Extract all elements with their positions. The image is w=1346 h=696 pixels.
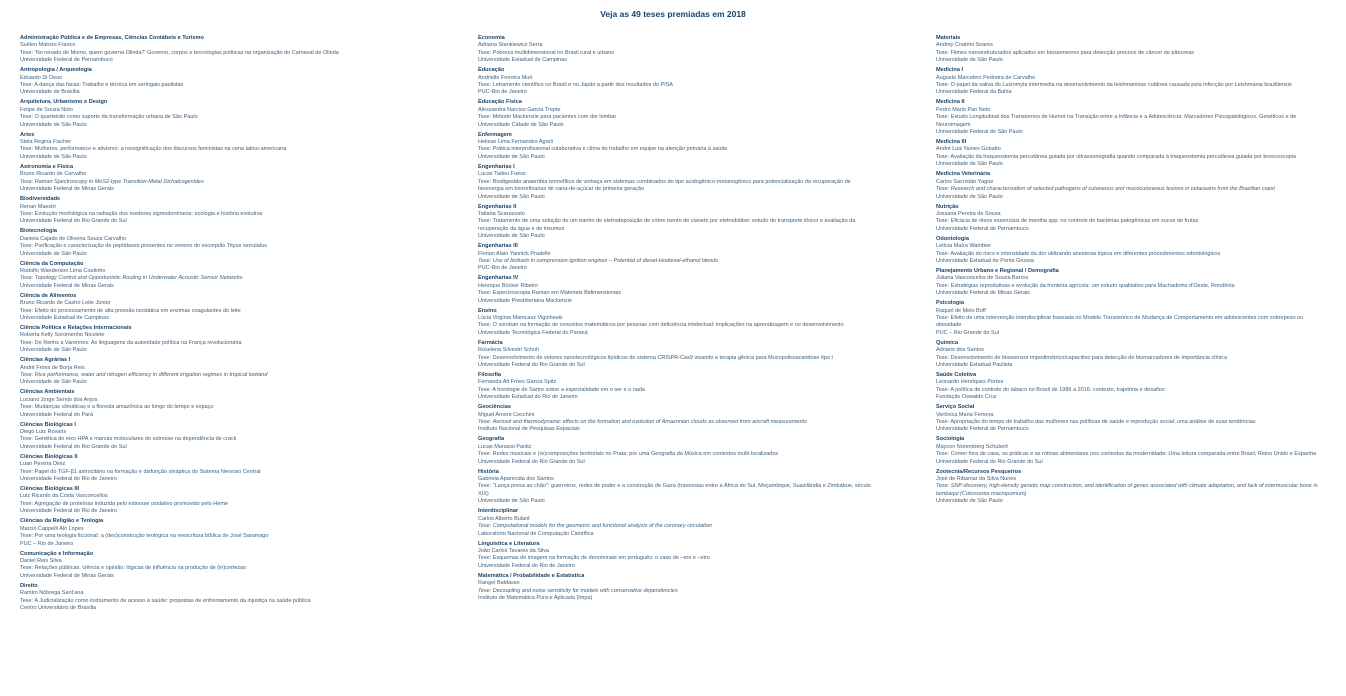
thesis-entry bbox=[478, 308, 872, 338]
institution-name: Universidade Federal de Pernambuco bbox=[20, 57, 113, 64]
area-heading: Medicina III bbox=[936, 139, 967, 146]
institution-name: PUC-Rio de Janeiro bbox=[478, 89, 527, 96]
author-name: Florian Alain Yannick Pradelle bbox=[478, 250, 551, 257]
author-name: Henrique Bücker Ribeiro bbox=[478, 282, 538, 289]
area-heading: Matemática / Probabilidade e Estatística bbox=[478, 572, 585, 579]
institution-name: Centro Universitário de Brasília bbox=[20, 604, 97, 611]
thesis-title: Tese: O soroban na formação de conceitos matemáticos por pessoas com deficiência intelectual: implicações na aprendizagem e no desenvolvimento bbox=[478, 322, 844, 329]
thesis-title: Tese: Apropriação do tempo de trabalho das mulheres nas políticas de saúde e reprodução social: uma análise de suas tendências bbox=[936, 419, 1256, 426]
institution-name: Fundação Oswaldo Cruz bbox=[936, 394, 997, 401]
area-heading: Comunicação e Informação bbox=[20, 550, 94, 557]
institution-name: Universidade de São Paulo bbox=[20, 379, 87, 386]
thesis-title: Tese: Pobreza multidimensional no Brasil rural e urbano bbox=[478, 49, 615, 56]
institution-name: Universidade Federal do Rio Grande do Sul bbox=[936, 458, 1043, 465]
author-name: Fernanda Alt Fróes Garcia Spitz bbox=[478, 379, 557, 386]
thesis-title: Tese: Estratégias reprodutivas e evolução da fronteira agrícola: um estudo qualitativo para Machadinho d'Oeste, Rondônia bbox=[936, 282, 1235, 289]
area-heading: Economia bbox=[478, 35, 505, 41]
area-heading: Arquitetura, Urbanismo e Design bbox=[20, 99, 108, 106]
institution-name: Universidade Federal de Minas Gerais bbox=[20, 282, 114, 289]
institution-name: Universidade Federal de Pernambuco bbox=[936, 426, 1029, 433]
author-name: Carlos Alberto Bulant bbox=[478, 515, 530, 522]
author-name: João Carlos Tavares da Silva bbox=[478, 547, 550, 554]
author-name: Felipe de Souza Noto bbox=[20, 106, 73, 113]
area-heading: Administração Pública e de Empresas, Ciências Contábeis e Turismo bbox=[20, 35, 204, 41]
author-name: Renan Maestri bbox=[20, 203, 56, 210]
author-name: Stela Regina Fischer bbox=[20, 139, 72, 146]
thesis-title: Tese: Rice performance, water and nitrogen efficiency in different irrigation regimes in tropical lowland bbox=[20, 372, 268, 378]
thesis-title: Tese: Prática interprofissional colaborativa e clima do trabalho em equipe na atenção primária à saúde bbox=[478, 146, 728, 153]
area-heading: Zootecnia/Recursos Pesqueiros bbox=[936, 468, 1022, 475]
thesis-entry bbox=[20, 293, 405, 323]
institution-name: Universidade Tecnológica Federal do Paraná bbox=[478, 329, 588, 336]
author-name: Adriano dos Santos bbox=[936, 347, 985, 354]
institution-name: Universidade Presbiteriana Mackenzie bbox=[478, 297, 572, 304]
author-name: José de Ribamar da Silva Nunes bbox=[936, 476, 1017, 483]
institution-name: Universidade de São Paulo bbox=[936, 161, 1003, 168]
thesis-entry bbox=[20, 164, 405, 194]
thesis-title: Tese: Purificação e caracterização de peptidases presentes no veneno do escorpião Tityus serrulatus bbox=[20, 243, 268, 250]
thesis-title: Tese: Agregação de proteínas induzida pelo estresse oxidativo promovido pelo Heme bbox=[20, 500, 228, 507]
area-heading: Ciências Biológicas I bbox=[20, 421, 76, 428]
thesis-entry bbox=[478, 204, 872, 241]
thesis-entry bbox=[478, 541, 872, 571]
thesis-title: Tese: Avaliação do risco e intensidade da dor utilizando anestesia tópica em diferentes procedimentos odontológicos bbox=[936, 250, 1221, 257]
thesis-title: Tese: Use of biofuels in compression ignition engines – Potential of diesel-biodiesel-ethanol blends bbox=[478, 257, 719, 264]
thesis-entry bbox=[478, 573, 872, 603]
area-heading: Interdisciplinar bbox=[478, 508, 519, 515]
author-name: Roselena Silvestri Schuh bbox=[478, 347, 540, 354]
author-name: Eduardo Di Deus bbox=[20, 74, 62, 81]
author-name: Roberta Kelly Soromenho Nicolete bbox=[20, 332, 105, 339]
area-heading: Nutrição bbox=[936, 203, 959, 210]
area-heading: Medicina Veterinária bbox=[936, 171, 991, 178]
institution-name: Universidade de São Paulo bbox=[478, 233, 545, 240]
author-name: André Fróes de Borja Reis bbox=[20, 364, 85, 371]
thesis-title: Tese: "Lança presa ao chão": guerreiros, redes de poder e a construção de Gaza (travessias entre a África do Sul, Moçambique, Suazilândia e Zimbábue, século XIX) bbox=[478, 483, 871, 497]
thesis-title: Tese: SNP discovery, high-density genetic map construction, and identification of genes associated with climate adaptation, and lack of intermuscular bone in tambaqui (Colossoma macropomum) bbox=[936, 483, 1318, 497]
author-name: Alessandra Narciso Garcia Trepte bbox=[478, 106, 561, 113]
thesis-title: Tese: A horologie de Sartre sobre a especialidade em o ser e o nada bbox=[478, 386, 645, 393]
thesis-entry bbox=[936, 67, 1326, 97]
institution-name: Universidade Federal de Minas Gerais bbox=[936, 290, 1030, 297]
author-name: Luiz Ricardo da Costa Vasconcellos bbox=[20, 493, 108, 500]
institution-name: Universidade Estadual do Rio de Janeiro bbox=[478, 394, 578, 401]
thesis-entry bbox=[936, 99, 1326, 136]
thesis-title: Tese: Efeito de uma intervenção interdisciplinar baseada no Modelo Transteórico de Mudança de Comportamento em adolescentes com sobrepeso ou obesidade bbox=[936, 314, 1304, 329]
area-heading: Farmácia bbox=[478, 339, 503, 346]
institution-name: Universidade de São Paulo bbox=[478, 153, 545, 160]
institution-name: Universidade de São Paulo bbox=[20, 347, 87, 354]
institution-name: Universidade Federal do Rio de Janeiro bbox=[20, 476, 117, 483]
author-name: Augusto Marcelino Pedreira de Carvalho bbox=[936, 74, 1036, 81]
area-heading: Filosofia bbox=[478, 372, 501, 378]
thesis-title: Tese: Estudo Longitudinal dos Transtornos de Humor na Transição entre a Infância e a Adolescência: Marcadores Psicopatológicos, Genéticos e de Neuroimagem bbox=[936, 114, 1297, 128]
thesis-entry bbox=[936, 372, 1326, 402]
author-name: Lucas Manassi Panitz bbox=[478, 443, 532, 450]
thesis-entry bbox=[478, 99, 872, 129]
thesis-entry bbox=[478, 372, 872, 402]
institution-name: Universidade Estadual Paulista bbox=[936, 362, 1013, 368]
institution-name: PUC – Rio Grande do Sul bbox=[936, 329, 999, 336]
thesis-entry bbox=[20, 325, 405, 355]
thesis-title: Tese: Filmes nanoestruturados aplicados em biossensores para detecção precoce de câncer de pâncreas bbox=[936, 49, 1195, 56]
area-heading: Ensino bbox=[478, 307, 497, 314]
thesis-entry bbox=[478, 404, 872, 434]
thesis-entry bbox=[936, 469, 1326, 506]
author-name: Miguel Amore Cecchini bbox=[478, 411, 535, 418]
area-heading: Linguística e Literatura bbox=[478, 540, 540, 547]
thesis-entry bbox=[20, 357, 405, 387]
area-heading: Engenharias III bbox=[478, 243, 518, 250]
author-name: Juliana Vasconcelos de Souza Barros bbox=[936, 275, 1029, 282]
thesis-entry bbox=[20, 196, 405, 226]
institution-name: Universidade Federal da Bahia bbox=[936, 89, 1012, 96]
thesis-entry bbox=[20, 583, 405, 613]
author-name: Carlos Sacristán Yagüe bbox=[936, 178, 994, 185]
thesis-title: Tese: Avaliação da traqueostomia percutânea guiada por ultrassonografia quando comparada à traqueostomia percutânea guiada por broncoscopia bbox=[936, 153, 1297, 160]
area-heading: Educação Física bbox=[478, 99, 522, 106]
institution-name: Universidade de São Paulo bbox=[936, 57, 1003, 64]
thesis-title: Tese: Mudanças climáticas e a floresta amazônica ao longo do tempo e espaço bbox=[20, 404, 214, 411]
thesis-entry bbox=[20, 454, 405, 484]
thesis-entry bbox=[20, 261, 405, 291]
thesis-entry bbox=[478, 275, 872, 305]
thesis-title: Tese: O papel da saliva do Lutzomyia intermedia na desenvolvimento da leishmaniose cutânea causada pela infecção por Leishmania braziliensis bbox=[936, 82, 1292, 89]
author-name: Raquel de Melo Boff bbox=[936, 307, 986, 314]
author-name: Luciano Jorge Serejo dos Anjos bbox=[20, 396, 98, 403]
thesis-title: Tese: Evolução morfológica na radiação dos roedores sigmodontíneos: ecologia e história evolutiva bbox=[20, 210, 263, 217]
thesis-title: Tese: Tratamento de uma solução de um banho de eletrodeposição de cobre isento de cianeto por eletrodiálise: estudo do transporte iônico e avaliação da recuperação da água e de insumos bbox=[478, 218, 856, 232]
institution-name: PUC – Rio de Janeiro bbox=[20, 540, 74, 547]
thesis-entry bbox=[936, 35, 1326, 65]
area-heading: Ciência da Computação bbox=[20, 260, 84, 267]
thesis-entry bbox=[20, 518, 405, 548]
area-heading: Biotecnologia bbox=[20, 228, 57, 235]
area-heading: Geografia bbox=[478, 436, 505, 443]
thesis-title: Tese: Desenvolvimento de vetores nanotecnológicos lipídicos do sistema CRISPR-Cas9 visando a terapia gênica para Mucopolissacaridose tipo I bbox=[478, 354, 833, 361]
author-name: Daniel Reis Silva bbox=[20, 557, 62, 564]
thesis-title: Tese: De Reims a Varennes: As linguagens da autoridade política na França revolucionária bbox=[20, 339, 242, 346]
area-heading: Planejamento Urbano e Regional / Demografia bbox=[936, 267, 1059, 274]
area-heading: Ciências Agrárias I bbox=[20, 357, 71, 364]
area-heading: Engenharias I bbox=[478, 163, 515, 170]
thesis-entry bbox=[20, 35, 405, 65]
thesis-entry bbox=[20, 486, 405, 516]
area-heading: Serviço Social bbox=[936, 404, 975, 411]
author-name: Rangel Baldasso bbox=[478, 580, 520, 587]
area-heading: Ciências da Religião e Teologia bbox=[20, 518, 104, 525]
institution-name: Universidade Federal do Pará bbox=[20, 411, 94, 418]
thesis-entry bbox=[20, 551, 405, 581]
thesis-title: Tese: Relações públicas, ciência e opinião: lógicas de influência na produção de (in)certezas bbox=[20, 565, 246, 572]
author-name: Letícia Maíra Wambier bbox=[936, 243, 992, 250]
thesis-title: Tese: A dança das facas: Trabalho e técnica em seringais paulistas bbox=[20, 82, 184, 89]
thesis-title: Tese: Raman Spectroscopy in MoS2-type Transition-Metal Dichalcogenides bbox=[20, 178, 204, 185]
institution-name: Universidade Federal de São Paulo bbox=[936, 129, 1023, 136]
thesis-entry bbox=[478, 508, 872, 538]
thesis-entry bbox=[936, 404, 1326, 434]
area-heading: Sociologia bbox=[936, 436, 965, 443]
thesis-entry bbox=[478, 243, 872, 273]
area-heading: Geociências bbox=[478, 404, 511, 411]
thesis-entry bbox=[936, 268, 1326, 298]
thesis-entry bbox=[20, 422, 405, 452]
institution-name: Universidade de São Paulo bbox=[478, 193, 545, 200]
area-heading: Materiais bbox=[936, 35, 961, 41]
thesis-entry bbox=[936, 171, 1326, 201]
column-3 bbox=[936, 35, 1326, 508]
thesis-entry bbox=[478, 340, 872, 370]
author-name: Marcio Cappelli Aló Lopes bbox=[20, 525, 84, 532]
thesis-title: Tese: Aerosol and thermodynamic effects on the formation and evolution of Amazonian clouds as observed from aircraft measurements bbox=[478, 419, 807, 426]
author-name: Lucas Tadeu Fuess bbox=[478, 171, 526, 178]
institution-name: Universidade de São Paulo bbox=[20, 250, 87, 257]
thesis-title: Tese: Computational models for the geometric and functional analysis of the coronary circulation bbox=[478, 523, 712, 530]
area-heading: Odontologia bbox=[936, 235, 969, 242]
institution-name: Universidade de São Paulo bbox=[20, 121, 87, 128]
institution-name: Universidade Federal do Rio Grande do Sul bbox=[20, 443, 127, 450]
thesis-title: Tese: A Judicialização como instrumento de acesso à saúde: propostas de enfrentamento da injustiça na saúde pública bbox=[20, 597, 311, 604]
thesis-entry bbox=[20, 228, 405, 258]
thesis-title: Tese: Redes musicais e (re)composições territoriais no Prata: por uma Geografia da Música em contextos multi-localizados bbox=[478, 451, 779, 458]
institution-name: Universidade Cidade de São Paulo bbox=[478, 121, 564, 128]
area-heading: Antropologia / Arqueologia bbox=[20, 67, 92, 74]
author-name: Ramiro Nóbrega Sant'ana bbox=[20, 590, 84, 597]
thesis-entry bbox=[20, 132, 405, 162]
author-name: Adriana Stankiewicz Serra bbox=[478, 42, 543, 49]
thesis-title: Tese: Topology Control and Opportunistic Routing in Underwater Acoustic Sensor Networks bbox=[20, 275, 243, 282]
author-name: Leonardo Henriques Portes bbox=[936, 379, 1004, 386]
institution-name: Universidade de São Paulo bbox=[936, 498, 1003, 505]
author-name: Jossana Pereira de Sousa bbox=[936, 210, 1001, 217]
author-name: Bruno Ricardo de Castro Leite Júnior bbox=[20, 300, 111, 307]
institution-name: Laboratório Nacional de Computação Científica bbox=[478, 530, 594, 537]
page-title: Veja as 49 teses premiadas em 2018 bbox=[600, 9, 746, 19]
author-name: Andrielle Ferreira Muri bbox=[478, 74, 533, 81]
area-heading: Ciências Biológicas III bbox=[20, 486, 80, 493]
area-heading: Medicina II bbox=[936, 99, 965, 106]
area-heading: Psicologia bbox=[936, 300, 964, 307]
author-name: Pedro Mario Pan Neto bbox=[936, 106, 991, 113]
area-heading: Medicina I bbox=[936, 67, 964, 74]
institution-name: Universidade de Brasília bbox=[20, 89, 80, 96]
author-name: André Luiz Nunes Gobatto bbox=[936, 146, 1001, 153]
author-name: Gabriela Aparecida dos Santos bbox=[478, 476, 554, 483]
thesis-entry bbox=[478, 469, 872, 506]
thesis-entry bbox=[936, 139, 1326, 169]
author-name: Heloise Lima Fernandes Agreli bbox=[478, 139, 553, 146]
area-heading: Enfermagem bbox=[478, 131, 512, 138]
thesis-title: Tese: Eficácia de óleos essenciais de mentha spp. no controle de bactérias patogênicas em sucos de frutas bbox=[936, 218, 1199, 225]
institution-name: Universidade Federal do Rio de Janeiro bbox=[478, 562, 575, 569]
area-heading: Engenharias IV bbox=[478, 275, 519, 282]
thesis-title: Tese: Desenvolvimento de biossensor impedimétrico/capacitivo para detecção de biomarcadores de importância clínica bbox=[936, 354, 1228, 361]
institution-name: Universidade Federal de Minas Gerais bbox=[20, 572, 114, 579]
thesis-entry bbox=[478, 164, 872, 201]
thesis-title: Tese: A política de controle do tabaco no Brasil de 1986 a 2016: contexto, trajetória e desafios bbox=[936, 386, 1165, 393]
institution-name: PUC-Rio de Janeiro bbox=[478, 265, 527, 272]
author-name: Diego Luiz Rovaris bbox=[20, 429, 67, 436]
area-heading: Artes bbox=[20, 131, 35, 138]
area-heading: Biodiversidade bbox=[20, 196, 61, 203]
thesis-title: Tese: Biodigestão anaeróbia termofílica de vinhaça em sistemas combinados do tipo acidogênico-metanogênico para potencialização da recuperação de bioenergia em biorrefinarias de cana-de-açúcar de primeira geração bbox=[478, 178, 851, 193]
institution-name: Universidade Federal de Minas Gerais bbox=[20, 186, 114, 193]
area-heading: Educação bbox=[478, 67, 505, 74]
thesis-entry bbox=[20, 389, 405, 419]
thesis-title: Tese: Genética do eixo HPA e marcas moleculares do estresse na dependência de crack bbox=[20, 436, 237, 443]
institution-name: Instituto Nacional de Pesquisas Espaciais bbox=[478, 426, 580, 433]
column-2 bbox=[478, 35, 872, 605]
institution-name: Instituto de Matemática Pura e Aplicada (Impa) bbox=[478, 594, 593, 601]
institution-name: Universidade Federal do Rio Grande do Sul bbox=[478, 362, 585, 368]
thesis-entry bbox=[936, 436, 1326, 466]
thesis-title: Tese: Papel do TGF-β1 astrocitário na formação e disfunção sináptica do Sistema Nervoso Central bbox=[20, 468, 261, 475]
column-1 bbox=[20, 35, 405, 615]
thesis-entry bbox=[936, 340, 1326, 370]
thesis-entry bbox=[478, 132, 872, 162]
thesis-entry bbox=[936, 204, 1326, 234]
author-name: Maycon Noremberg Schubert bbox=[936, 443, 1008, 450]
institution-name: Universidade de São Paulo bbox=[20, 153, 87, 160]
institution-name: Universidade de São Paulo bbox=[478, 498, 545, 505]
author-name: Suêlen Matozo Franco bbox=[20, 42, 76, 49]
author-name: Bruno Ricardo de Carvalho bbox=[20, 171, 87, 178]
thesis-title: Tese: 'No renado de Momo, quem governa Olinda?' Governo, corpos e tecnologias políticas na organização do Carnaval de Olinda bbox=[20, 49, 339, 56]
author-name: Luan Pereira Diniz bbox=[20, 461, 66, 468]
author-name: Rodolfo Wanderson Lima Coutinho bbox=[20, 267, 106, 274]
thesis-title: Tese: Comer fora de casa, as práticas e as rotinas alimentares nos contextos da modernidade: Uma leitura comparada entre Brasil, Reino Unido e Espanha bbox=[936, 451, 1317, 458]
thesis-title: Tese: Esquemas de imagem na formação de denominais em português: o caso de –ero e –eiro bbox=[478, 555, 710, 562]
area-heading: Ciências Ambientais bbox=[20, 389, 75, 396]
thesis-entry bbox=[20, 99, 405, 129]
institution-name: Universidade Federal do Rio Grande do Sul bbox=[478, 458, 585, 465]
thesis-entry bbox=[936, 300, 1326, 337]
institution-name: Universidade Federal do Rio de Janeiro bbox=[20, 508, 117, 515]
thesis-title: Tese: Por uma teologia ficcional: a (des)construção teológica na reescritura bíblica de José Saramago bbox=[20, 533, 269, 540]
thesis-entry bbox=[936, 236, 1326, 266]
author-name: Lúcia Virginia Mamcasz Viginheski bbox=[478, 314, 563, 321]
area-heading: Engenharias II bbox=[478, 203, 517, 210]
thesis-entry bbox=[478, 35, 872, 65]
thesis-entry bbox=[478, 67, 872, 97]
author-name: Andrey Coatrini Soares bbox=[936, 42, 993, 49]
thesis-title: Tese: Espectroscopia Raman em Materiais Bidimensionais bbox=[478, 290, 622, 297]
author-name: Tatiana Scarazzato bbox=[478, 210, 525, 217]
area-heading: Ciência Política e Relações Internacionais bbox=[20, 324, 132, 331]
institution-name: Universidade de São Paulo bbox=[936, 193, 1003, 200]
thesis-title: Tese: Mulheres, performance e ativismo: a ressignificação dos discursos feministas na cena latino-americana bbox=[20, 146, 287, 153]
institution-name: Universidade Estadual de Campinas bbox=[20, 314, 109, 321]
thesis-title: Tese: Research and characterization of selected pathogens of cutaneous and mucocutaneous lesions in cetaceans from the Brazilian coast bbox=[936, 186, 1275, 193]
area-heading: História bbox=[478, 468, 499, 475]
thesis-title: Tese: O quarteirão como suporte da transformação urbana de São Paulo bbox=[20, 114, 198, 121]
institution-name: Universidade Federal do Rio Grande do Sul bbox=[20, 218, 127, 225]
thesis-entry bbox=[478, 436, 872, 466]
thesis-entry bbox=[20, 67, 405, 97]
author-name: Verônica Maria Ferreira bbox=[936, 411, 994, 418]
institution-name: Universidade Estadual de Ponta Grossa bbox=[936, 257, 1034, 264]
author-name: Daniela Cajado de Oliveira Souza Carvalho bbox=[20, 235, 127, 242]
area-heading: Ciências Biológicas II bbox=[20, 453, 78, 460]
thesis-title: Tese: Decoupling and noise sensitivity for models with conservative dependencies bbox=[478, 587, 678, 594]
area-heading: Ciência de Alimentos bbox=[20, 292, 77, 299]
thesis-title: Tese: Efeito do processamento de alta pressão isostática em enzimas coagulantes do leite bbox=[20, 307, 241, 314]
thesis-title: Tese: Letramento científico no Brasil e no Japão a partir dos resultados do PISA bbox=[478, 82, 674, 89]
area-heading: Química bbox=[936, 339, 959, 346]
area-heading: Saúde Coletiva bbox=[936, 372, 977, 378]
area-heading: Astronomia e Física bbox=[20, 163, 74, 170]
institution-name: Universidade Estadual de Campinas bbox=[478, 57, 567, 64]
institution-name: Universidade Federal de Pernambuco bbox=[936, 225, 1029, 232]
thesis-title: Tese: Método Mackenzie para pacientes com dor lombar bbox=[478, 114, 617, 121]
area-heading: Direito bbox=[20, 582, 38, 589]
